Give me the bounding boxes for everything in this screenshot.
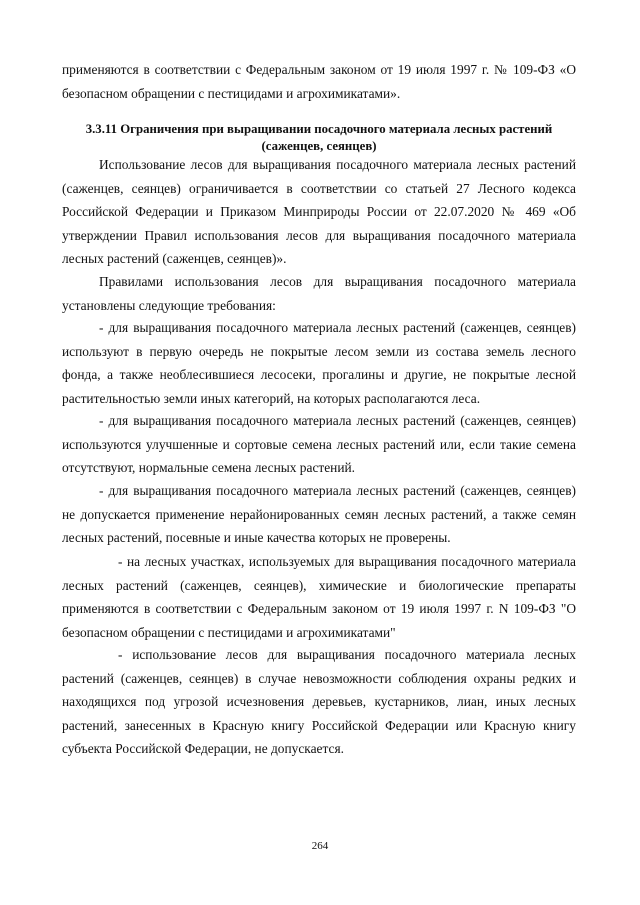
section-heading: 3.3.11 Ограничения при выращивании посадочного материала лесных растений (саженцев, сеянцев) [85,122,553,153]
paragraph-requirement-red-book: - использование лесов для выращивания посадочного материала лесных растений (саженцев, сеянцев) в случае невозможности соблюдения охраны редких и находящихся под угрозой исчезновения деревьев, кустарников, лиан, иных лесных растений, занесенных в Красную книгу Российской Федерации или Красную книгу субъекта Российской Федерации, не допускается. [62,647,576,756]
paragraph-requirements-intro: Правилами использования лесов для выращивания посадочного материала установлены следующие требования: [62,274,576,313]
paragraph-requirement-unzoned-seeds: - для выращивания посадочного материала лесных растений (саженцев, сеянцев) не допускается применение нерайонированных семян лесных растений, а также семян лесных растений, посевные и иные качества которых не проверены. [62,483,576,545]
paragraph-requirement-chemicals: - на лесных участках, используемых для выращивания посадочного материала лесных растений (саженцев, сеянцев), химические и биологические препараты применяются в соответствии с Федеральным законом от 19 июля 1997 г. N 109-ФЗ "О безопасном обращении с пестицидами и агрохимикатами" [62,554,576,640]
paragraph-intro: применяются в соответствии с Федеральным законом от 19 июля 1997 г. № 109-ФЗ «О безопасном обращении с пестицидами и агрохимикатами». [62,62,576,101]
paragraph-requirement-seeds: - для выращивания посадочного материала лесных растений (саженцев, сеянцев) используются улучшенные и сортовые семена лесных растений или, если такие семена отсутствуют, нормальные семена лесных растений. [62,413,576,475]
paragraph-requirement-lands: - для выращивания посадочного материала лесных растений (саженцев, сеянцев) используют в первую очередь не покрытые лесом земли из состава земель лесного фонда, а также необлесившиеся лесосеки, прогалины и другие, не покрытые лесной растительностью земли иных категорий, на которых располагаются леса. [62,320,576,406]
page-number: 264 [311,840,329,852]
paragraph-usage-restriction: Использование лесов для выращивания посадочного материала лесных растений (саженцев, сеянцев) ограничивается в соответствии со статьей 27 Лесного кодекса Российской Федерации и Приказом Минприроды России от 22.07.2020 № 469 «Об утверждении Правил использования лесов для выращивания посадочного материала лесных растений (саженцев, сеянцев)». [62,157,576,266]
